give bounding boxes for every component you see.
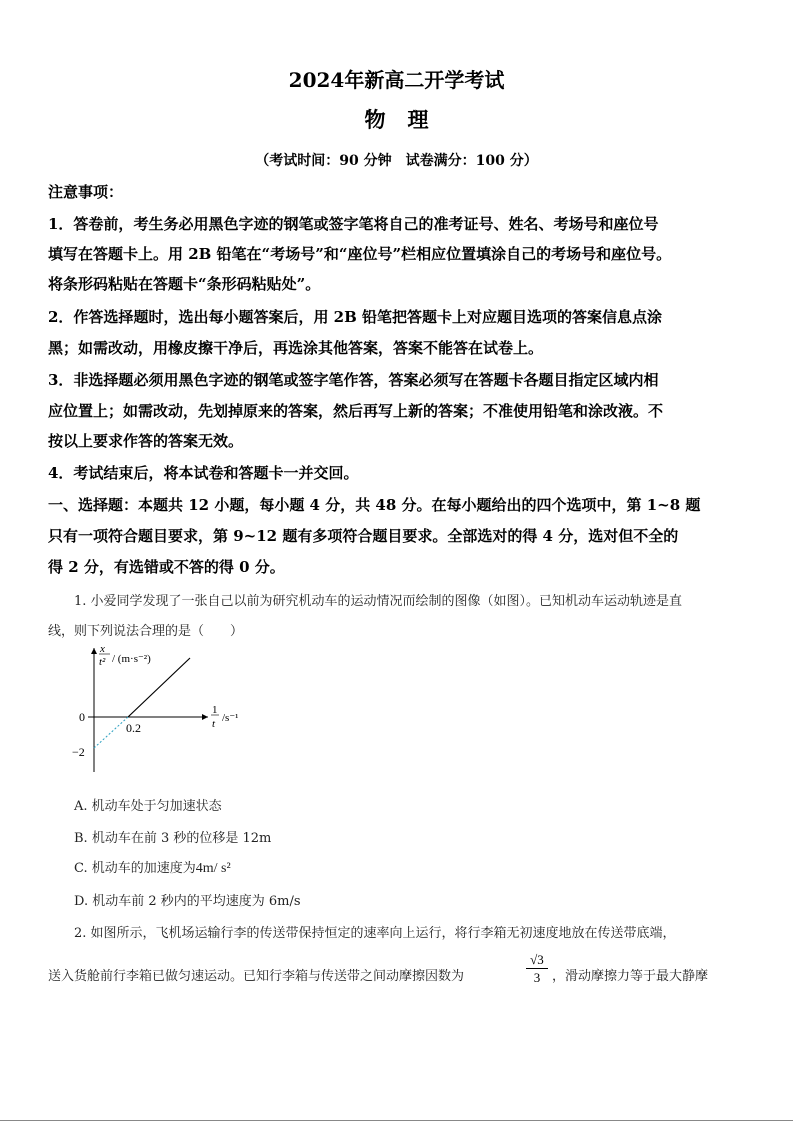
- notice-line: 应位置上；如需改动，先划掉原来的答案，然后再写上新的答案；不准使用铅笔和涂改液。不: [48, 402, 664, 420]
- q2-text-post: ，滑动摩擦力等于最大静摩: [552, 969, 709, 984]
- notice-line: 3．非选择题必须用黑色字迹的钢笔或签字笔作答，答案必须写在答题卡各题目指定区域内相: [48, 371, 659, 389]
- fraction-denominator: 3: [533, 970, 541, 985]
- option-b: B. 机动车在前 3 秒的位移是 12m: [74, 831, 272, 846]
- notice-line: 2．作答选择题时，选出每小题答案后，用 2B 铅笔把答题卡上对应题目选项的答案信息点涂: [48, 308, 663, 326]
- question-1-stem: 1. 小爱同学发现了一张自己以前为研究机动车的运动情况而绘制的图像（如图）。已知机动车运动轨迹是直: [74, 594, 683, 609]
- notice-line: 黑；如需改动，用橡皮擦干净后，再选涂其他答案，答案不能答在试卷上。: [48, 339, 544, 357]
- subject-title: 物理: [364, 107, 451, 132]
- x-axis-unit: /s⁻¹: [222, 712, 239, 724]
- question-2-stem: 2. 如图所示，飞机场运输行李的传送带保持恒定的速率向上运行，将行李箱无初速度地放在传送带底端，: [74, 926, 676, 941]
- question-1-stem: 线，则下列说法合理的是（ ）: [48, 624, 244, 639]
- fraction-numerator: √3: [526, 952, 548, 969]
- page-title: 2024年新高二开学考试: [288, 68, 505, 92]
- y-label-num: x: [100, 643, 105, 655]
- x-label-den: t: [212, 718, 216, 730]
- notice-line: 将条形码粘贴在答题卡“条形码粘贴处”。: [48, 275, 321, 293]
- x-label-num: 1: [212, 704, 218, 716]
- option-c: [74, 857, 231, 877]
- notice-line: 4．考试结束后，将本试卷和答题卡一并交回。: [48, 464, 359, 482]
- option-c-text: C. 机动车的加速度为: [74, 861, 196, 876]
- section-instruction: 只有一项符合题目要求，第 9~12 题有多项符合题目要求。全部选对的得 4 分，选对但不全的: [48, 527, 679, 545]
- q2-text-pre: 送入货舱前行李箱已做匀速运动。已知行李箱与传送带之间动摩擦因数为: [48, 969, 465, 984]
- section-instruction: 得 2 分，有选错或不答的得 0 分。: [48, 558, 285, 576]
- y-label-den: t²: [99, 656, 106, 668]
- notice-line: 按以上要求作答的答案无效。: [48, 432, 244, 450]
- page-bottom-border: [0, 1120, 793, 1121]
- exam-info: （考试时间：90 分钟 试卷满分：100 分）: [255, 153, 538, 169]
- notice-line: 1．答卷前，考生务必用黑色字迹的钢笔或签字笔将自己的准考证号、姓名、考场号和座位号: [48, 215, 659, 233]
- origin-label: 0: [79, 710, 85, 724]
- y-axis-unit: / (m·s⁻²): [112, 653, 151, 665]
- question-1-graph: [70, 640, 270, 780]
- option-d: D. 机动车前 2 秒内的平均速度为 6m/s: [74, 894, 301, 909]
- question-2-stem-line2: [48, 965, 464, 984]
- x-tick-label: 0.2: [126, 721, 141, 735]
- notice-heading: 注意事项：: [48, 183, 124, 201]
- option-c-value: 4m/ s²: [195, 861, 231, 876]
- friction-fraction: [526, 952, 548, 987]
- y-tick-label: −2: [72, 745, 85, 759]
- graph-line: [128, 658, 190, 717]
- option-a: A. 机动车处于匀加速状态: [74, 799, 222, 814]
- graph-dashed-extension: [94, 717, 128, 748]
- notice-line: 填写在答题卡上。用 2B 铅笔在“考场号”和“座位号”栏相应位置填涂自己的考场号和座位号。: [48, 245, 672, 263]
- section-instruction: 一、选择题：本题共 12 小题，每小题 4 分，共 48 分。在每小题给出的四个选项中，第 1~8 题: [48, 496, 701, 514]
